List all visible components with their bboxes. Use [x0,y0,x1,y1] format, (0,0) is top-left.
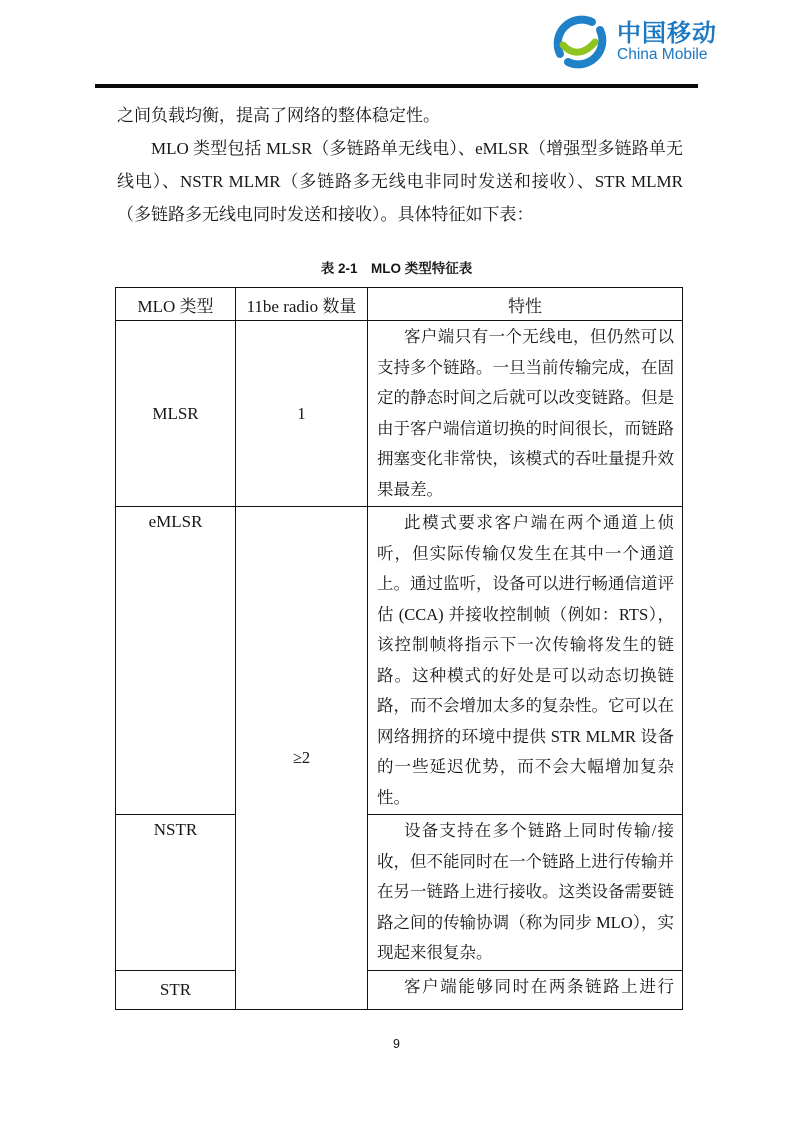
brand-name-en: China Mobile [617,45,708,63]
cell-type-mlsr: MLSR [116,321,236,507]
feature-text-mlsr: 客户端只有一个无线电，但仍然可以支持多个链路。一旦当前传输完成，在固定的静态时间之后就可以改变链路。但是由于客户端信道切换的时间很长，而链路拥塞变化非常快，该模式的吞吐量提升效果最差。 [377,327,674,499]
paragraph-continuation: 之间负载均衡，提高了网络的整体稳定性。 [117,106,440,125]
china-mobile-logo [550,12,717,72]
brand-wordmark [617,21,717,63]
mlo-feature-table [115,287,683,1010]
cell-type-nstr: NSTR [116,815,236,971]
cell-feature-nstr [368,815,683,971]
paragraph-mlo-types: MLO 类型包括 MLSR（多链路单无线电）、eMLSR（增强型多链路单无线电）、NSTR MLMR（多链路多无线电非同时发送和接收）、STR MLMR（多链路多无线电同时发送和接收）。具体特征如下表： [117,139,683,224]
header-divider-rule [95,84,698,88]
cell-radio-count-merged: ≥2 [236,507,368,1010]
table-header-row [116,288,683,321]
table-row-nstr [116,815,683,971]
feature-text-nstr: 设备支持在多个链路上同时传输/接收，但不能同时在一个链路上进行传输并在另一链路上进行接收。这类设备需要链路之间的传输协调（称为同步 MLO），实现起来很复杂。 [377,821,674,962]
cell-type-str: STR [116,970,236,1009]
cell-type-emlsr: eMLSR [116,507,236,815]
cell-feature-str [368,970,683,1009]
column-header-feature: 特性 [368,288,683,321]
cell-radio-count-mlsr: 1 [236,321,368,507]
cell-feature-emlsr [368,507,683,815]
column-header-mlo-type: MLO 类型 [116,288,236,321]
mlo-feature-table-wrapper [115,287,683,1010]
column-header-radio-count: 11be radio 数量 [236,288,368,321]
table-row-emlsr [116,507,683,815]
brand-name-cn: 中国移动 [617,19,717,47]
feature-text-str: 客户端能够同时在两条链路上进行 [404,976,674,996]
body-text [117,99,683,231]
table-caption: 表 2-1 MLO 类型特征表 [320,261,473,276]
cell-feature-mlsr [368,321,683,507]
feature-text-emlsr: 此模式要求客户端在两个通道上侦听，但实际传输仅发生在其中一个通道上。通过监听，设备可以进行畅通信道评估 (CCA) 并接收控制帧（例如：RTS），该控制帧将指示下一次传输将发生的链路。这种模式的好处是可以动态切换链路，而不会增加太多的复杂性。它可以在网络拥挤的环境中提供 STR MLMR 设备的一些延迟优势，而不会大幅增加复杂性。 [377,513,674,807]
table-row-mlsr [116,321,683,507]
china-mobile-logo-icon [550,12,610,72]
page-number: 9 [393,1037,400,1051]
table-row-str [116,970,683,1009]
